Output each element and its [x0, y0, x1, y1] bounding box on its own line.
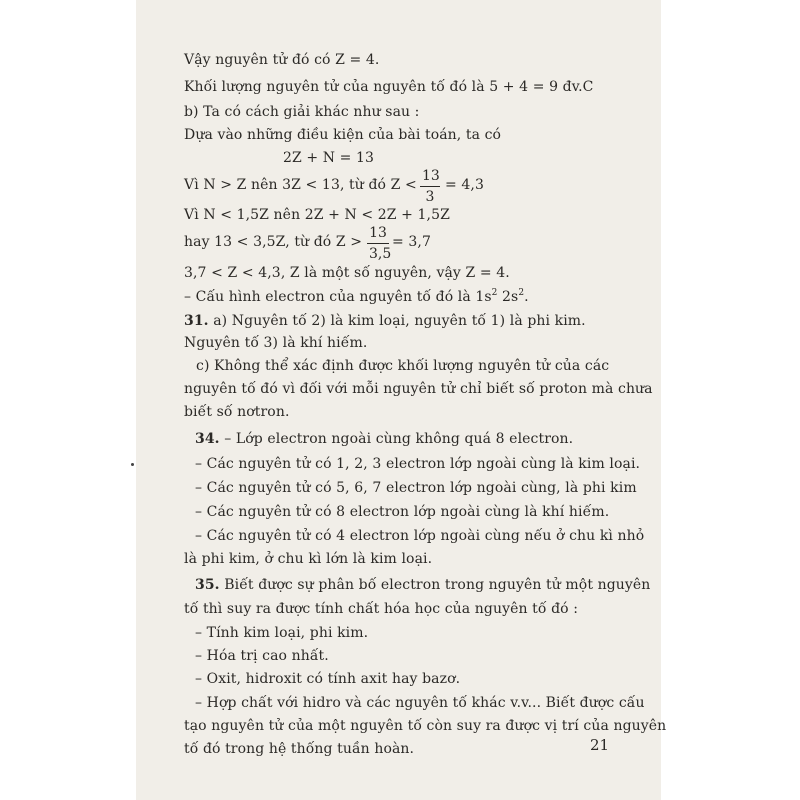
text-line: 3,7 < Z < 4,3, Z là một số nguyên, vậy Z = 4.: [184, 265, 510, 281]
fraction-denominator: 3,5: [369, 246, 392, 262]
question-number: 35.: [195, 577, 220, 593]
inequality-line: Vì N > Z nên 3Z < 13, từ đó Z <: [184, 177, 417, 193]
list-item: – Các nguyên tử có 1, 2, 3 electron lớp ngoài cùng là kim loại.: [195, 456, 641, 472]
text-line: Khối lượng nguyên tử của nguyên tố đó là 5 + 4 = 9 đv.C: [184, 79, 594, 95]
text-line: b) Ta có cách giải khác như sau :: [184, 104, 420, 120]
text-line: Vậy nguyên tử đó có Z = 4.: [184, 52, 380, 68]
text-line: nguyên tố đó vì đối với mỗi nguyên tử chỉ biết số proton mà chưa: [184, 381, 653, 397]
fraction-bar: [420, 186, 440, 187]
fraction-13-over-3-5: [367, 224, 392, 263]
text-line: tố đó trong hệ thống tuần hoàn.: [184, 741, 415, 757]
config-text: 2s: [497, 289, 519, 305]
fraction-bar: [367, 243, 389, 244]
text-line: Biết được sự phân bố electron trong nguyên tử một nguyên: [224, 577, 651, 593]
page-number: 21: [590, 736, 610, 754]
answer-34: [195, 430, 573, 448]
text-line: biết số nơtron.: [184, 404, 290, 420]
fraction-denominator: 3: [425, 189, 435, 205]
list-item: – Các nguyên tử có 5, 6, 7 electron lớp ngoài cùng, là phi kim: [195, 480, 637, 496]
superscript: 2: [518, 288, 525, 298]
question-number: 31.: [184, 313, 209, 329]
list-item: – Hợp chất với hidro và các nguyên tố khác v.v... Biết được cấu: [195, 695, 645, 711]
text-line: là phi kim, ở chu kì lớn là kim loại.: [184, 551, 433, 567]
list-item: – Tính kim loại, phi kim.: [195, 625, 369, 641]
electron-config-line: [184, 288, 529, 308]
inequality-result: = 3,7: [392, 234, 431, 250]
config-text: .: [524, 289, 529, 305]
text-line: tạo nguyên tử của một nguyên tố còn suy ra được vị trí của nguyên: [184, 718, 667, 734]
answer-35: [195, 576, 650, 594]
equation-line: 2Z + N = 13: [283, 150, 375, 166]
list-item: – Các nguyên tử có 8 electron lớp ngoài cùng là khí hiếm.: [195, 504, 610, 520]
text-line: Dựa vào những điều kiện của bài toán, ta có: [184, 127, 502, 143]
superscript: 2: [491, 288, 498, 298]
fraction-13-over-3: [420, 167, 440, 206]
text-line: tố thì suy ra được tính chất hóa học của nguyên tố đó :: [184, 601, 579, 617]
list-item: – Các nguyên tử có 4 electron lớp ngoài cùng nếu ở chu kì nhỏ: [195, 528, 645, 544]
inequality-result: = 4,3: [445, 177, 484, 193]
inequality-line: Vì N < 1,5Z nên 2Z + N < 2Z + 1,5Z: [184, 207, 450, 223]
text-line: a) Nguyên tố 2) là kim loại, nguyên tố 1) là phi kim.: [213, 313, 586, 329]
answer-31: [184, 312, 586, 330]
text-line: c) Không thể xác định được khối lượng nguyên tử của các: [196, 358, 610, 374]
page-speck: [131, 463, 134, 466]
inequality-line: hay 13 < 3,5Z, từ đó Z >: [184, 234, 363, 250]
fraction-numerator: 13: [422, 168, 440, 184]
question-number: 34.: [195, 431, 220, 447]
list-item: – Oxit, hidroxit có tính axit hay bazơ.: [195, 671, 461, 687]
text-line: Nguyên tố 3) là khí hiếm.: [184, 335, 368, 351]
list-item: – Hóa trị cao nhất.: [195, 648, 329, 664]
fraction-numerator: 13: [369, 225, 387, 241]
config-text: – Cấu hình electron của nguyên tố đó là 1s: [184, 289, 492, 305]
text-line: – Lớp electron ngoài cùng không quá 8 electron.: [224, 431, 574, 447]
